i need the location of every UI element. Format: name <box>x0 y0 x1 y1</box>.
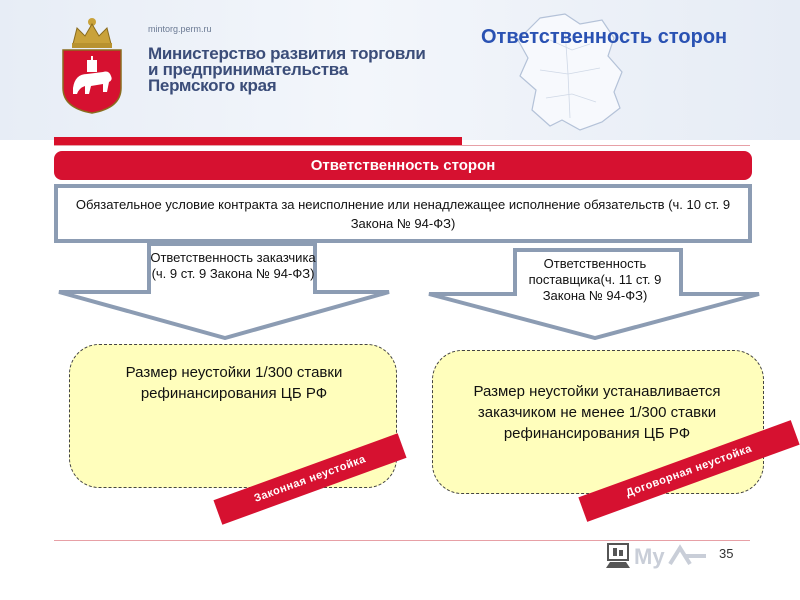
contract-condition-box <box>54 184 752 243</box>
header-divider <box>54 145 750 146</box>
slide-title: Ответственность сторон <box>481 26 728 48</box>
page-number: 35 <box>719 546 734 561</box>
svg-text:My: My <box>634 544 665 569</box>
customer-arrow-label <box>150 250 316 282</box>
header-red-strip <box>54 137 462 145</box>
section-banner: Ответственность сторон <box>54 151 752 180</box>
contractual-penalty-tag: Договорная неустойка <box>578 420 799 522</box>
site-url: mintorg.perm.ru <box>148 24 212 34</box>
perm-bear-coat-of-arms-icon <box>57 14 127 114</box>
slide-logo-icon <box>606 538 716 572</box>
customer-responsibility-ref: (ч. 9 ст. 9 Закона № 94-ФЗ) <box>151 266 315 281</box>
ministry-name: Министерство развития торговли и предпринимательства Пермского края <box>148 44 426 95</box>
statutory-penalty-tag: Законная неустойка <box>213 433 406 524</box>
customer-responsibility-title: Ответственность заказчика <box>150 250 316 265</box>
condition-text: Обязательное условие контракта за неисполнение или ненадлежащее исполнение обязательств (ч. 10 ст. 9 Закона № 94-ФЗ) <box>75 196 731 231</box>
statutory-penalty-text: Размер неустойки 1/300 ставки рефинансирования ЦБ РФ <box>125 364 343 402</box>
supplier-arrow-label: Ответственность поставщика(ч. 11 ст. 9 Закона № 94-ФЗ) <box>528 256 662 303</box>
contractual-penalty-text: Размер неустойки устанавливается заказчиком не менее 1/300 ставки рефинансирования ЦБ РФ <box>473 383 721 442</box>
